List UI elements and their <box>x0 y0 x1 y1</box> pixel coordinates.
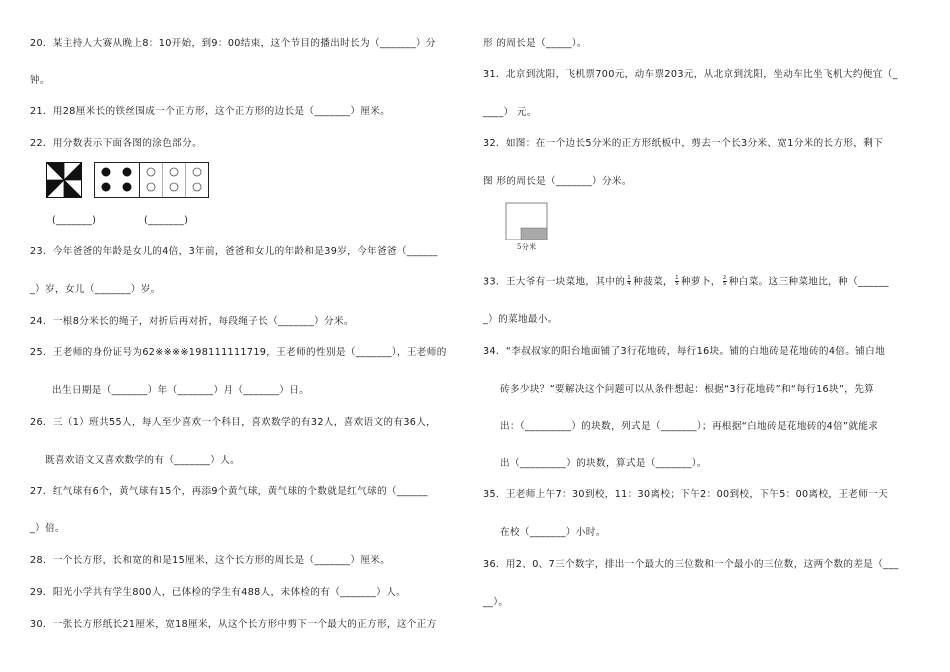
question-33-line2: _）的菜地最小。 <box>483 314 558 325</box>
question-34-line2: 砖多少块？”要解决这个问题可以从条件想起：根据“3行花地砖”和“每行16块”，先算 <box>500 384 875 395</box>
question-29: 29．阳光小学共有学生800人，已体检的学生有488人，未体检的有（_______）人。 <box>30 587 407 598</box>
fraction-one-quarter: $\frac{1}{4}$ <box>627 275 631 287</box>
q33-text-3: 种萝卜， <box>680 276 721 288</box>
question-26-line1: 26．三（1）班共55人，每人至少喜欢一个科目，喜欢数学的有32人，喜欢语文的有36人， <box>30 417 437 428</box>
question-34-line3: 出：（_________）的块数，列式是（_______）；再根据“白地砖是花地砖的4倍”就能求 <box>500 421 879 432</box>
question-27-line2: _）倍。 <box>30 523 65 534</box>
square-side-label: 5分米 <box>517 243 537 251</box>
pinwheel-square-figure <box>46 162 82 198</box>
q33-text-1: 33．王大爷有一块菜地，其中的 <box>483 276 626 288</box>
question-22: 22．用分数表示下面各图的涂色部分。 <box>30 138 203 149</box>
q33-text-4: 种白菜。这三种菜地比，种（______ <box>728 276 889 288</box>
q33-text-2: 种菠菜， <box>633 276 673 288</box>
fraction-two-fifths: $\frac{2}{5}$ <box>722 275 727 287</box>
question-25-line1: 25．王老师的身份证号为62※※※※198111111719，王老师的性别是（_______），王老师的 <box>30 347 447 358</box>
question-31-line1: 31．北京到沈阳，飞机票700元，动车票203元，从北京到沈阳，坐动车比坐飞机大约便宜（_ <box>483 69 898 80</box>
fraction-one-fifth: $\frac{1}{5}$ <box>675 275 679 287</box>
question-20-line2: 钟。 <box>30 75 50 86</box>
question-31-line2: ____） 元。 <box>483 107 537 118</box>
question-32-line2: 图 形的周长是（_______）分米。 <box>483 176 632 187</box>
dots-grid-figure <box>94 162 209 198</box>
question-23-line1: 23．今年爸爸的年龄是女儿的4倍，3年前，爸爸和女儿的年龄和是39岁，今年爸爸（______ <box>30 246 438 257</box>
question-32-line1: 32．如图：在一个边长5分米的正方形纸板中，剪去一个长3分米、宽1分米的长方形，剩下 <box>483 138 884 149</box>
question-35-line1: 35．王老师上午7：30到校，11：30离校；下午2：00到校，下午5：00离校，王老师一天 <box>483 489 889 500</box>
question-36-line2: __）。 <box>483 597 509 608</box>
question-34-line1: 34．“李叔叔家的阳台地面铺了3行花地砖，每行16块。铺的白地砖是花地砖的4倍。铺白地 <box>483 346 886 357</box>
question-28: 28．一个长方形，长和宽的和是15厘米，这个长方形的周长是（_______）厘米。 <box>30 555 391 566</box>
question-34-line4: 出（_________）的块数，算式是（_______）。 <box>500 458 707 469</box>
square-with-cutout-figure <box>505 202 549 240</box>
question-24: 24．一根8分米长的绳子，对折后再对折，每段绳子长（_______）分米。 <box>30 316 354 327</box>
question-21: 21．用28厘米长的铁丝围成一个正方形，这个正方形的边长是（_______）厘米。 <box>30 106 391 117</box>
question-33-line1 <box>483 276 889 289</box>
question-27-line1: 27．红气球有6个，黄气球有15个，再添9个黄气球，黄气球的个数就是红气球的（______ <box>30 486 428 497</box>
question-30-line2: 形 的周长是（_____）。 <box>483 38 587 49</box>
question-26-line2: 既喜欢语文又喜欢数学的有（_______）人。 <box>45 455 241 466</box>
question-25-line2: 出生日期是（_______）年（_______）月（_______）日。 <box>52 385 310 396</box>
question-22-blank-2: (_______) <box>144 215 189 226</box>
question-23-line2: _）岁，女儿（_______）岁。 <box>30 284 161 295</box>
question-22-blank-1: (_______) <box>52 215 97 226</box>
question-30-line1: 30．一张长方形纸长21厘米，宽18厘米，从这个长方形中剪下一个最大的正方形，这个正方 <box>30 619 437 630</box>
question-20-line1: 20．某主持人大赛从晚上8：10开始，到9：00结束，这个节目的播出时长为（_______）分 <box>30 38 436 49</box>
question-36-line1: 36．用2、0、7三个数字，排出一个最大的三位数和一个最小的三位数，这两个数的差是（___ <box>483 559 899 570</box>
question-35-line2: 在校（_______）小时。 <box>500 527 606 538</box>
